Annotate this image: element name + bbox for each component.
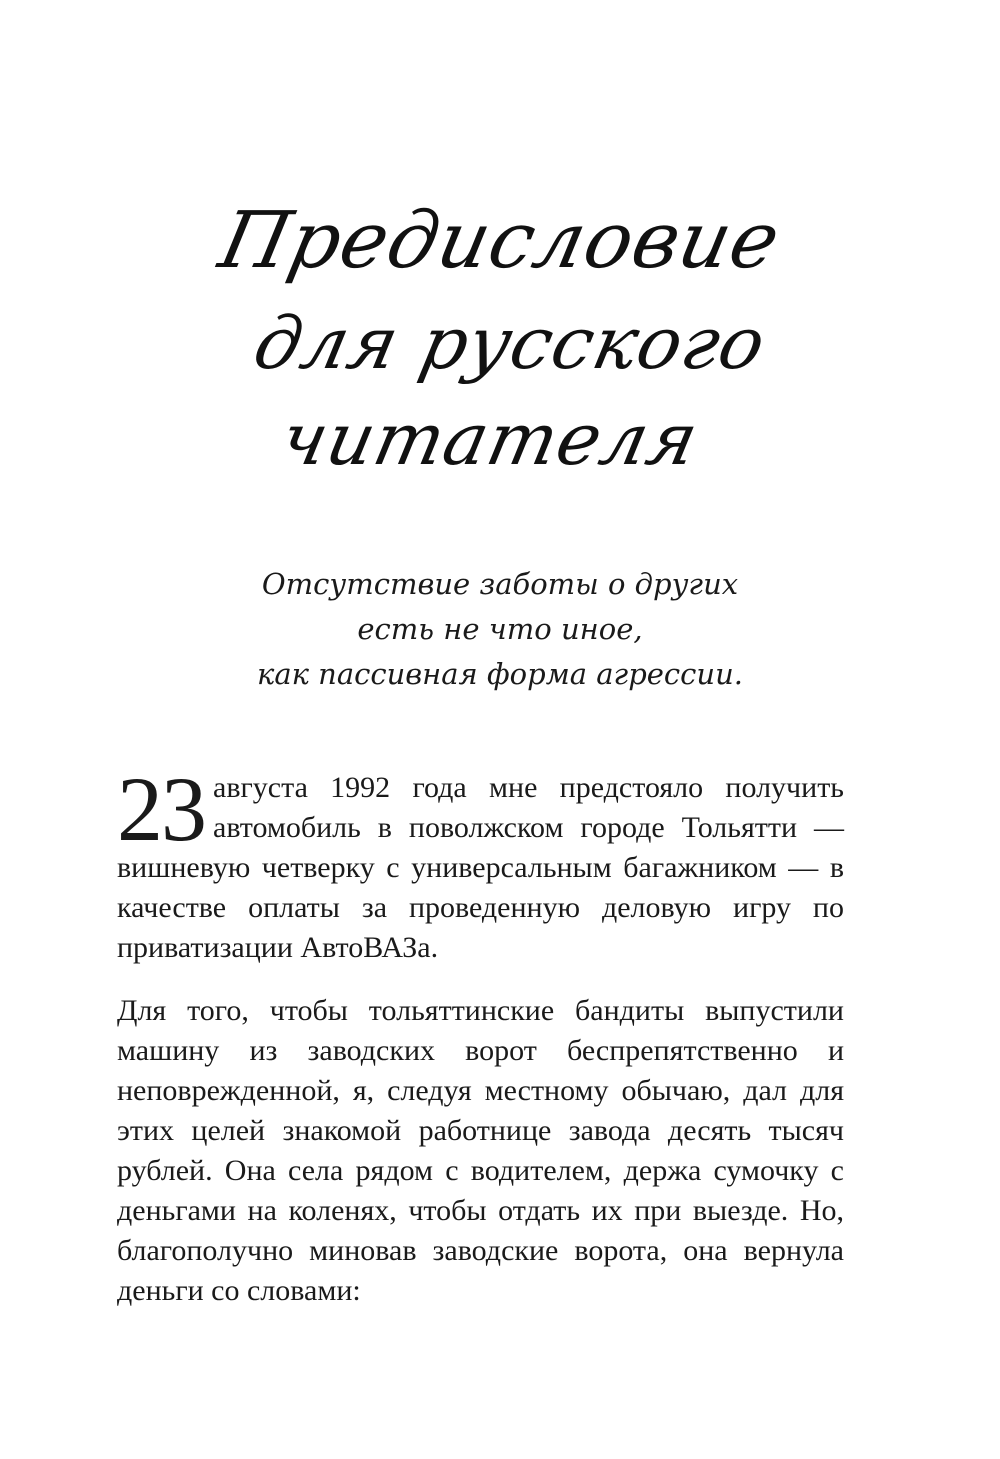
epigraph-line-1: Отсутствие заботы о других: [261, 567, 739, 601]
paragraph-1-text: августа 1992 года мне предстояло получить автомобиль в поволжском городе Тольятти — вишневую четверку с универсальным багажником — в качестве оплаты за проведенную деловую игру по приватизации АвтоВАЗа.: [117, 771, 844, 964]
paragraph-1: [117, 758, 844, 968]
chapter-title-line-2: для русского читателя: [246, 301, 774, 482]
chapter-title: [80, 191, 920, 487]
epigraph-line-3: как пассивная форма агрессии.: [257, 657, 743, 691]
paragraph-2: [117, 991, 844, 1311]
drop-cap: 23: [117, 758, 205, 860]
body-text: [117, 758, 844, 1311]
chapter-title-line-1: Предисловие: [211, 196, 789, 287]
epigraph: [150, 562, 850, 697]
paragraph-2-text: Для того, чтобы тольяттинские бандиты выпустили машину из заводских ворот беспрепятственно и неповрежденной, я, следуя местному обычаю, дал для этих целей знакомой работнице завода десять тысяч рублей. Она села рядом с водителем, держа сумочку с деньгами на коленях, чтобы отдать их при выезде. Но, благополучно миновав заводские ворота, она вернула деньги со словами:: [117, 994, 844, 1307]
epigraph-line-2: есть не что иное,: [357, 612, 643, 646]
